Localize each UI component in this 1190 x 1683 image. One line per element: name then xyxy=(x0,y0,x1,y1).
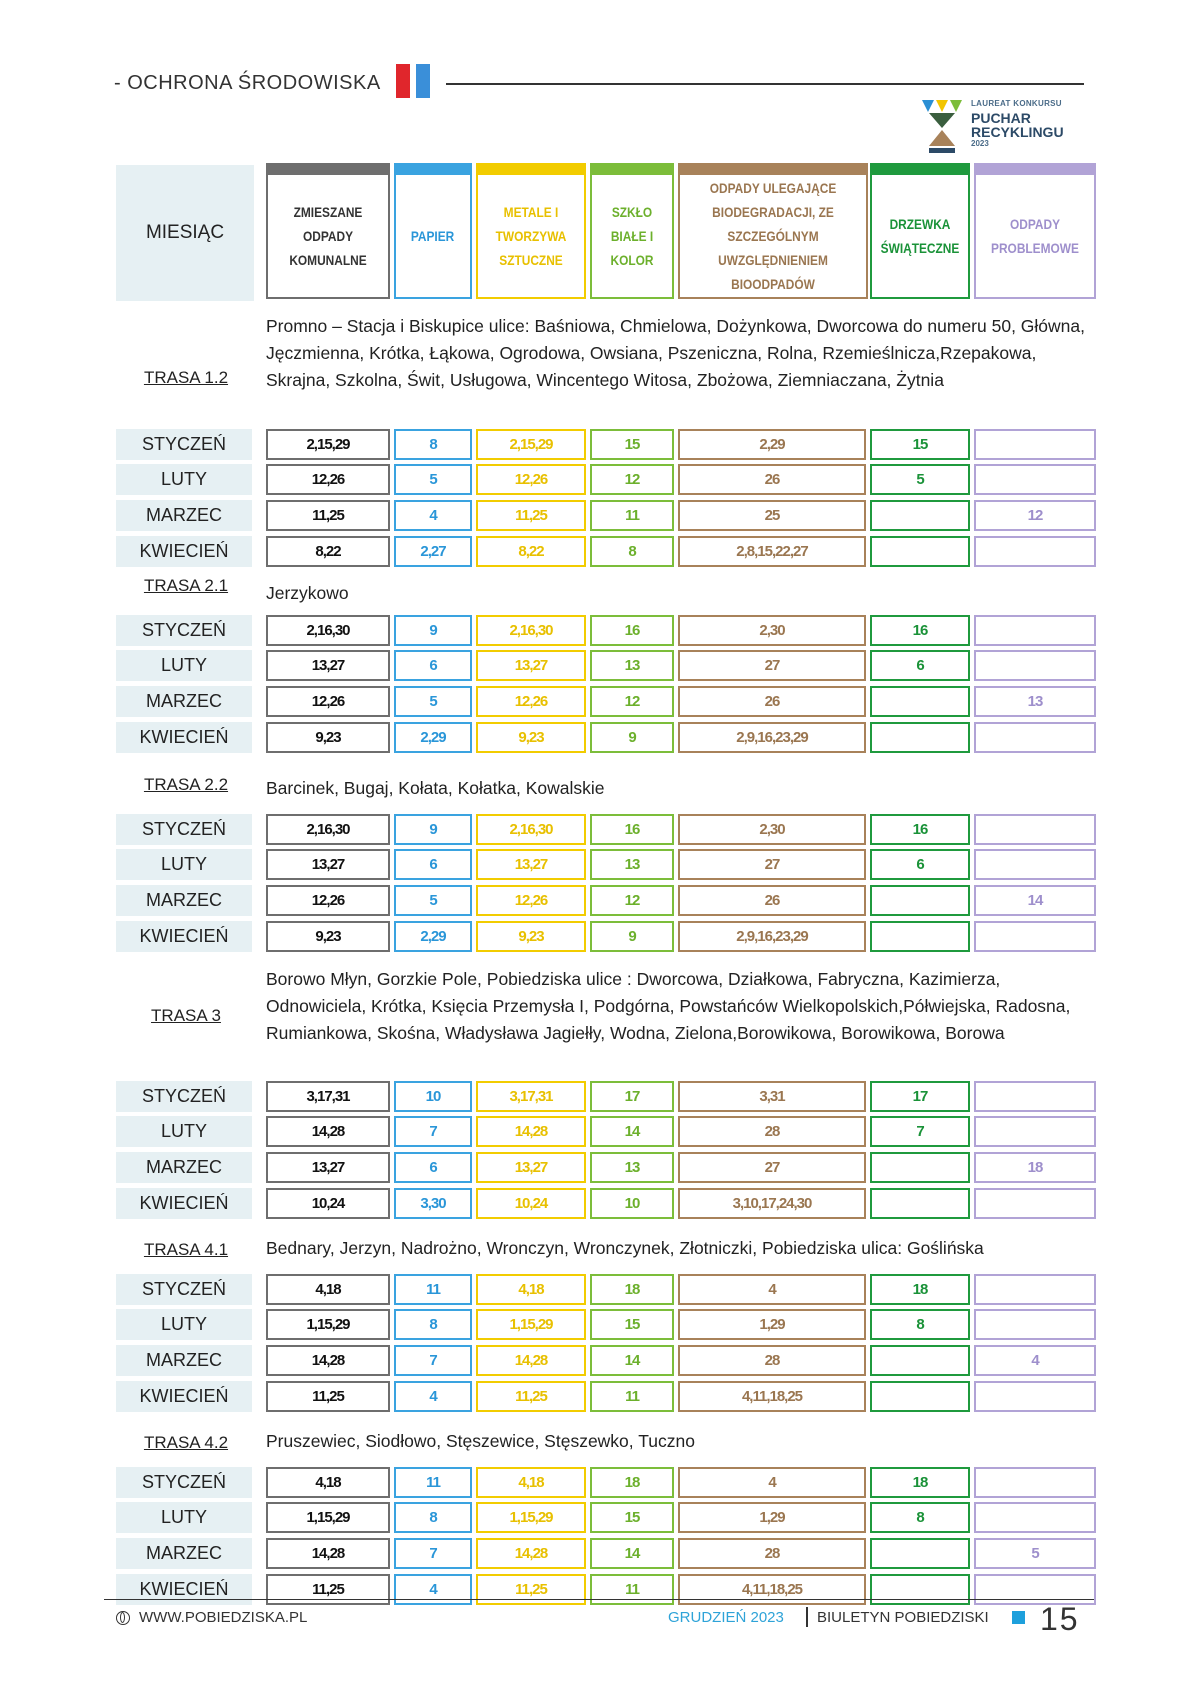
schedule-cell xyxy=(974,849,1096,880)
schedule-cell: 4 xyxy=(678,1467,866,1498)
schedule-cell: 4 xyxy=(394,1574,472,1605)
schedule-cell: 18 xyxy=(590,1274,674,1305)
schedule-cell: 15 xyxy=(590,1309,674,1340)
route-label: TRASA 4.2 xyxy=(143,1433,229,1452)
logo-year: 2023 xyxy=(971,139,989,148)
schedule-cell xyxy=(870,1381,970,1412)
month-label: KWIECIEŃ xyxy=(116,722,252,753)
schedule-cell: 13,27 xyxy=(476,849,586,880)
schedule-cell: 14,28 xyxy=(476,1538,586,1569)
schedule-cell: 4,18 xyxy=(266,1467,390,1498)
globe-icon xyxy=(116,1611,130,1625)
schedule-cell xyxy=(974,1081,1096,1112)
schedule-cell xyxy=(870,1345,970,1376)
schedule-cell: 7 xyxy=(394,1116,472,1147)
schedule-cell: 8 xyxy=(870,1502,970,1533)
schedule-cell: 1,29 xyxy=(678,1309,866,1340)
column-header-label: SZKŁO BIAŁE I KOLOR xyxy=(610,204,654,268)
schedule-cell: 4,11,18,25 xyxy=(678,1381,866,1412)
schedule-cell: 26 xyxy=(678,885,866,916)
schedule-cell: 13 xyxy=(974,686,1096,717)
schedule-cell: 2,15,29 xyxy=(476,429,586,460)
publication-name: BIULETYN POBIEDZISKI xyxy=(817,1609,989,1626)
schedule-cell: 9 xyxy=(394,814,472,845)
month-label: STYCZEŃ xyxy=(116,615,252,646)
website-link[interactable]: WWW.POBIEDZISKA.PL xyxy=(139,1609,308,1626)
schedule-cell xyxy=(974,536,1096,567)
schedule-cell: 12 xyxy=(590,885,674,916)
schedule-cell: 12 xyxy=(590,686,674,717)
schedule-cell: 3,17,31 xyxy=(266,1081,390,1112)
schedule-cell xyxy=(974,429,1096,460)
schedule-cell: 2,29 xyxy=(678,429,866,460)
logo-title-2: RECYKLINGU xyxy=(971,124,1064,140)
month-label: KWIECIEŃ xyxy=(116,536,252,567)
month-label: MARZEC xyxy=(116,1538,252,1569)
route-label: TRASA 2.1 xyxy=(143,576,229,595)
schedule-cell: 28 xyxy=(678,1116,866,1147)
column-header-4 xyxy=(590,163,674,299)
month-label: LUTY xyxy=(116,1309,252,1340)
schedule-cell: 2,9,16,23,29 xyxy=(678,722,866,753)
schedule-cell xyxy=(870,500,970,531)
route-streets: Borowo Młyn, Gorzkie Pole, Pobiedziska ulice : Dworcowa, Działkowa, Fabryczna, Kazimierza, Odnowiciela, Krótka, Księcia Przemysła I, Podgórna, Powstańców Wielkopolskich,Półwiejska, Radosna, Rumiankowa, Skośna, Władysława Jagiełły, Wodna, Zielona,Borowikowa, Borowikowa, Borowa xyxy=(266,969,1071,1043)
schedule-cell: 3,10,17,24,30 xyxy=(678,1188,866,1219)
route-streets: Barcinek, Bugaj, Kołata, Kołatka, Kowalskie xyxy=(266,778,605,798)
schedule-cell: 17 xyxy=(870,1081,970,1112)
schedule-cell: 8,22 xyxy=(476,536,586,567)
schedule-cell: 6 xyxy=(394,650,472,681)
schedule-cell xyxy=(974,1188,1096,1219)
schedule-cell: 4 xyxy=(394,500,472,531)
schedule-cell: 14 xyxy=(974,885,1096,916)
month-label: MARZEC xyxy=(116,885,252,916)
column-header-label: ODPADY ULEGAJĄCE BIODEGRADACJI, ZE SZCZEGÓLNYM UWZGLĘDNIENIEM BIOODPADÓW xyxy=(709,180,837,292)
schedule-cell: 9,23 xyxy=(266,921,390,952)
schedule-cell: 11 xyxy=(590,500,674,531)
schedule-cell: 10 xyxy=(590,1188,674,1219)
schedule-cell: 7 xyxy=(394,1538,472,1569)
schedule-cell xyxy=(870,1152,970,1183)
schedule-cell: 2,16,30 xyxy=(476,814,586,845)
schedule-cell xyxy=(974,1467,1096,1498)
schedule-cell: 8 xyxy=(394,1309,472,1340)
schedule-cell: 10,24 xyxy=(476,1188,586,1219)
schedule-cell xyxy=(974,615,1096,646)
schedule-cell: 9 xyxy=(394,615,472,646)
schedule-cell: 11,25 xyxy=(266,1381,390,1412)
schedule-cell: 5 xyxy=(870,464,970,495)
schedule-cell xyxy=(870,1538,970,1569)
schedule-cell: 13,27 xyxy=(476,1152,586,1183)
column-header-7 xyxy=(974,163,1096,299)
schedule-cell: 12,26 xyxy=(266,686,390,717)
schedule-cell: 1,15,29 xyxy=(266,1309,390,1340)
schedule-cell: 5 xyxy=(394,464,472,495)
schedule-cell: 17 xyxy=(590,1081,674,1112)
schedule-cell: 13,27 xyxy=(476,650,586,681)
schedule-cell: 2,29 xyxy=(394,722,472,753)
month-label: MARZEC xyxy=(116,500,252,531)
schedule-cell xyxy=(870,722,970,753)
schedule-cell: 2,29 xyxy=(394,921,472,952)
month-label: LUTY xyxy=(116,1116,252,1147)
schedule-cell: 18 xyxy=(870,1274,970,1305)
schedule-cell: 11,25 xyxy=(476,500,586,531)
schedule-cell: 2,16,30 xyxy=(266,615,390,646)
schedule-cell: 12,26 xyxy=(476,464,586,495)
schedule-cell: 11,25 xyxy=(476,1574,586,1605)
schedule-cell: 9 xyxy=(590,921,674,952)
schedule-cell: 12 xyxy=(590,464,674,495)
schedule-cell xyxy=(974,814,1096,845)
schedule-cell: 2,8,15,22,27 xyxy=(678,536,866,567)
schedule-cell xyxy=(974,650,1096,681)
month-label: LUTY xyxy=(116,650,252,681)
schedule-cell xyxy=(870,536,970,567)
schedule-cell: 2,9,16,23,29 xyxy=(678,921,866,952)
schedule-cell: 14,28 xyxy=(266,1116,390,1147)
schedule-cell: 18 xyxy=(974,1152,1096,1183)
schedule-cell: 14 xyxy=(590,1345,674,1376)
month-label: LUTY xyxy=(116,1502,252,1533)
schedule-cell: 8 xyxy=(394,1502,472,1533)
month-label: KWIECIEŃ xyxy=(116,921,252,952)
schedule-cell: 5 xyxy=(394,885,472,916)
schedule-cell xyxy=(974,1309,1096,1340)
footer-website[interactable] xyxy=(116,1609,307,1626)
schedule-cell: 13,27 xyxy=(266,1152,390,1183)
schedule-cell xyxy=(974,921,1096,952)
schedule-cell: 14 xyxy=(590,1538,674,1569)
schedule-cell: 27 xyxy=(678,1152,866,1183)
route-label: TRASA 3 xyxy=(151,1006,221,1025)
schedule-cell: 6 xyxy=(870,849,970,880)
schedule-cell: 28 xyxy=(678,1345,866,1376)
month-label: STYCZEŃ xyxy=(116,814,252,845)
route-streets: Bednary, Jerzyn, Nadrożno, Wronczyn, Wronczynek, Złotniczki, Pobiedziska ulica: Goślińska xyxy=(266,1238,984,1258)
page-number: 15 xyxy=(1040,1601,1080,1637)
month-label: LUTY xyxy=(116,464,252,495)
schedule-cell: 11 xyxy=(590,1574,674,1605)
schedule-cell: 27 xyxy=(678,849,866,880)
schedule-cell: 4 xyxy=(678,1274,866,1305)
schedule-cell: 14,28 xyxy=(266,1538,390,1569)
schedule-cell: 16 xyxy=(870,615,970,646)
schedule-cell: 6 xyxy=(394,849,472,880)
schedule-cell: 2,27 xyxy=(394,536,472,567)
month-column-header: MIESIĄC xyxy=(116,165,254,301)
schedule-cell: 11,25 xyxy=(266,500,390,531)
flag-blue-bar xyxy=(416,64,430,98)
schedule-cell: 26 xyxy=(678,464,866,495)
footer-separator xyxy=(806,1607,808,1627)
schedule-cell: 13,27 xyxy=(266,650,390,681)
schedule-cell: 13 xyxy=(590,849,674,880)
schedule-cell: 1,29 xyxy=(678,1502,866,1533)
schedule-cell: 8 xyxy=(590,536,674,567)
square-icon xyxy=(1012,1611,1025,1624)
schedule-cell: 16 xyxy=(590,615,674,646)
schedule-cell: 2,30 xyxy=(678,814,866,845)
month-label: MARZEC xyxy=(116,1345,252,1376)
schedule-cell: 6 xyxy=(394,1152,472,1183)
schedule-cell: 11 xyxy=(394,1274,472,1305)
schedule-cell: 1,15,29 xyxy=(476,1309,586,1340)
schedule-cell: 16 xyxy=(870,814,970,845)
schedule-cell xyxy=(870,1574,970,1605)
schedule-cell: 15 xyxy=(590,1502,674,1533)
schedule-cell xyxy=(870,885,970,916)
column-header-3 xyxy=(476,163,586,299)
route-label: TRASA 1.2 xyxy=(143,368,229,387)
schedule-cell: 18 xyxy=(870,1467,970,1498)
schedule-cell: 3,31 xyxy=(678,1081,866,1112)
column-header-1 xyxy=(266,163,390,299)
schedule-cell: 5 xyxy=(394,686,472,717)
schedule-cell: 6 xyxy=(870,650,970,681)
column-header-5 xyxy=(678,163,868,299)
month-label: STYCZEŃ xyxy=(116,1081,252,1112)
schedule-cell xyxy=(974,1381,1096,1412)
schedule-cell xyxy=(870,921,970,952)
logo-title-1: PUCHAR xyxy=(971,110,1031,126)
schedule-cell: 25 xyxy=(678,500,866,531)
month-label: STYCZEŃ xyxy=(116,429,252,460)
schedule-cell: 11 xyxy=(590,1381,674,1412)
schedule-cell: 4 xyxy=(974,1345,1096,1376)
schedule-cell: 12,26 xyxy=(476,885,586,916)
flag-red-bar xyxy=(396,64,410,98)
schedule-cell xyxy=(974,722,1096,753)
schedule-cell: 4,18 xyxy=(266,1274,390,1305)
schedule-cell: 12,26 xyxy=(266,464,390,495)
schedule-cell: 2,30 xyxy=(678,615,866,646)
column-header-label: ZMIESZANE ODPADY KOMUNALNE xyxy=(289,204,367,268)
schedule-cell: 11 xyxy=(394,1467,472,1498)
schedule-cell: 27 xyxy=(678,650,866,681)
schedule-cell xyxy=(974,464,1096,495)
schedule-cell: 9,23 xyxy=(266,722,390,753)
route-streets: Pruszewiec, Siodłowo, Stęszewice, Stęszewko, Tuczno xyxy=(266,1431,695,1451)
schedule-cell: 7 xyxy=(870,1116,970,1147)
schedule-cell xyxy=(870,686,970,717)
schedule-cell xyxy=(974,1502,1096,1533)
schedule-cell: 2,16,30 xyxy=(476,615,586,646)
header-rule xyxy=(446,83,1084,85)
footer-rule xyxy=(104,1599,1094,1600)
schedule-cell: 13 xyxy=(590,1152,674,1183)
schedule-cell: 15 xyxy=(870,429,970,460)
logo-caption: LAUREAT KONKURSU xyxy=(971,99,1062,108)
route-label: TRASA 4.1 xyxy=(143,1240,229,1259)
route-label: TRASA 2.2 xyxy=(143,775,229,794)
route-streets: Promno – Stacja i Biskupice ulice: Baśniowa, Chmielowa, Dożynkowa, Dworcowa do numeru 50, Główna, Jęczmienna, Krótka, Łąkowa, Ogrodowa, Owsiana, Pszeniczna, Rolna, Rzemieślnicza,Rzepakowa, Skrajna, Szkolna, Świt, Usługowa, Wincentego Witosa, Zbożowa, Ziemniaczana, Żytnia xyxy=(266,316,1085,390)
month-label: STYCZEŃ xyxy=(116,1274,252,1305)
schedule-cell xyxy=(974,1116,1096,1147)
schedule-cell: 9 xyxy=(590,722,674,753)
schedule-cell: 14,28 xyxy=(266,1345,390,1376)
schedule-cell: 1,15,29 xyxy=(476,1502,586,1533)
trophy-icon xyxy=(920,98,964,156)
schedule-cell: 13,27 xyxy=(266,849,390,880)
schedule-cell: 3,17,31 xyxy=(476,1081,586,1112)
schedule-cell: 11,25 xyxy=(266,1574,390,1605)
route-streets: Jerzykowo xyxy=(266,583,349,603)
column-header-label: DRZEWKA ŚWIĄTECZNE xyxy=(880,216,960,256)
schedule-cell: 16 xyxy=(590,814,674,845)
month-label: KWIECIEŃ xyxy=(116,1188,252,1219)
schedule-cell: 8,22 xyxy=(266,536,390,567)
column-header-2 xyxy=(394,163,472,299)
schedule-cell: 18 xyxy=(590,1467,674,1498)
schedule-cell: 4,18 xyxy=(476,1274,586,1305)
schedule-cell: 2,15,29 xyxy=(266,429,390,460)
column-header-label: METALE I TWORZYWA SZTUCZNE xyxy=(495,204,567,268)
month-label: KWIECIEŃ xyxy=(116,1381,252,1412)
schedule-cell: 9,23 xyxy=(476,722,586,753)
issue-month: GRUDZIEŃ 2023 xyxy=(668,1609,784,1626)
schedule-cell: 2,16,30 xyxy=(266,814,390,845)
award-logo xyxy=(920,98,1090,156)
schedule-cell: 8 xyxy=(870,1309,970,1340)
month-label: LUTY xyxy=(116,849,252,880)
schedule-cell: 12,26 xyxy=(266,885,390,916)
month-label: STYCZEŃ xyxy=(116,1467,252,1498)
schedule-cell: 4 xyxy=(394,1381,472,1412)
schedule-cell: 11,25 xyxy=(476,1381,586,1412)
schedule-cell: 4,18 xyxy=(476,1467,586,1498)
schedule-cell: 12 xyxy=(974,500,1096,531)
month-label: KWIECIEŃ xyxy=(116,1574,252,1605)
schedule-cell: 7 xyxy=(394,1345,472,1376)
column-header-label: PAPIER xyxy=(411,228,455,244)
schedule-cell xyxy=(870,1188,970,1219)
schedule-cell: 13 xyxy=(590,650,674,681)
schedule-cell: 14,28 xyxy=(476,1345,586,1376)
schedule-cell: 10 xyxy=(394,1081,472,1112)
schedule-cell: 4,11,18,25 xyxy=(678,1574,866,1605)
schedule-cell: 3,30 xyxy=(394,1188,472,1219)
month-label: MARZEC xyxy=(116,1152,252,1183)
schedule-cell: 14,28 xyxy=(476,1116,586,1147)
schedule-cell: 8 xyxy=(394,429,472,460)
schedule-cell: 12,26 xyxy=(476,686,586,717)
column-header-6 xyxy=(870,163,970,299)
schedule-cell: 10,24 xyxy=(266,1188,390,1219)
schedule-cell: 26 xyxy=(678,686,866,717)
month-label: MARZEC xyxy=(116,686,252,717)
schedule-cell: 28 xyxy=(678,1538,866,1569)
schedule-cell: 1,15,29 xyxy=(266,1502,390,1533)
section-title: - OCHRONA ŚRODOWISKA xyxy=(114,72,381,94)
schedule-cell: 15 xyxy=(590,429,674,460)
column-header-label: ODPADY PROBLEMOWE xyxy=(991,216,1079,256)
schedule-cell: 14 xyxy=(590,1116,674,1147)
schedule-cell: 5 xyxy=(974,1538,1096,1569)
schedule-cell: 9,23 xyxy=(476,921,586,952)
schedule-cell xyxy=(974,1274,1096,1305)
